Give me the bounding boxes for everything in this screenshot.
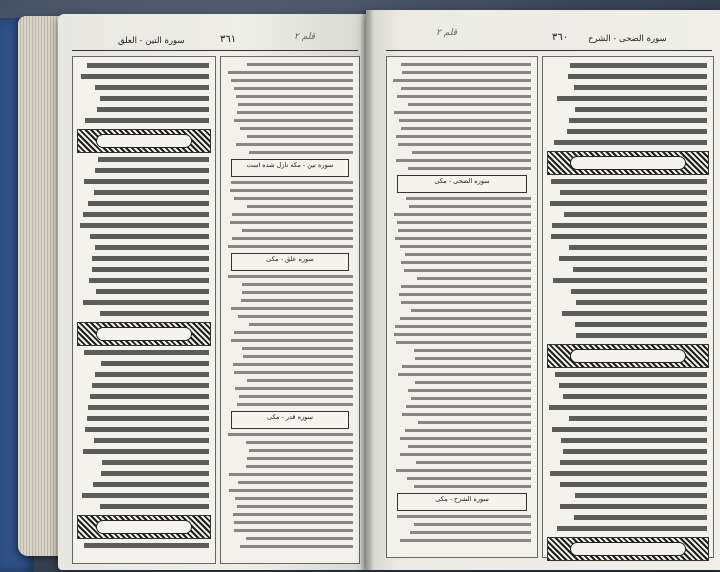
text-line xyxy=(231,339,353,342)
text-line xyxy=(563,449,707,454)
text-line xyxy=(399,293,531,296)
ornamental-banner xyxy=(547,344,709,368)
text-line xyxy=(95,85,209,90)
text-line xyxy=(569,118,707,123)
text-line xyxy=(412,151,531,154)
text-line xyxy=(402,71,531,74)
text-line xyxy=(401,63,531,66)
section-title-text: سوره علق - مکی xyxy=(266,255,314,263)
text-line xyxy=(247,135,353,138)
text-line xyxy=(95,372,209,377)
ornamental-banner xyxy=(77,515,211,539)
right-pencil-note: قلم ۲ xyxy=(436,28,457,38)
text-line xyxy=(396,135,531,138)
text-line xyxy=(100,96,209,101)
text-line xyxy=(92,267,209,272)
section-title-box xyxy=(231,159,349,177)
text-line xyxy=(94,438,209,443)
text-line xyxy=(98,157,209,162)
left-page xyxy=(58,14,368,570)
text-line xyxy=(228,275,353,278)
text-line xyxy=(249,323,353,326)
text-line xyxy=(238,315,353,318)
text-line xyxy=(81,74,209,79)
text-line xyxy=(101,471,209,476)
text-line xyxy=(228,245,353,248)
text-line xyxy=(237,403,353,406)
left-arabic-column xyxy=(72,56,216,564)
text-line xyxy=(396,341,531,344)
text-line xyxy=(416,461,531,464)
text-line xyxy=(95,168,209,173)
text-line xyxy=(240,545,353,548)
text-line xyxy=(396,469,531,472)
left-page-header: سورة التين - العلق xyxy=(118,36,185,46)
text-line xyxy=(405,253,531,256)
text-line xyxy=(97,107,209,112)
text-line xyxy=(229,489,353,492)
text-line xyxy=(401,261,531,264)
text-line xyxy=(236,143,353,146)
text-line xyxy=(550,201,707,206)
text-line xyxy=(559,383,707,388)
text-line xyxy=(235,387,353,390)
left-page-number: ٣٦١ xyxy=(220,34,237,45)
text-line xyxy=(408,389,531,392)
ornamental-banner xyxy=(547,537,709,561)
text-line xyxy=(415,357,531,360)
text-line xyxy=(554,140,707,145)
text-line xyxy=(568,74,707,79)
text-line xyxy=(557,526,707,531)
text-line xyxy=(87,63,209,68)
text-line xyxy=(398,373,531,376)
text-line xyxy=(394,333,531,336)
text-line xyxy=(233,513,353,516)
text-line xyxy=(401,87,531,90)
right-page-number: ٣٦٠ xyxy=(552,32,569,43)
text-line xyxy=(237,111,353,114)
text-line xyxy=(236,95,353,98)
text-line xyxy=(228,71,353,74)
text-line xyxy=(569,416,707,421)
text-line xyxy=(551,179,707,184)
text-line xyxy=(574,85,707,90)
section-title-text: سوره تین - مکه نازل شده است xyxy=(246,161,334,169)
right-translation-column xyxy=(386,56,538,558)
text-line xyxy=(93,482,209,487)
text-line xyxy=(235,497,353,500)
right-arabic-column xyxy=(542,56,714,558)
text-line xyxy=(561,438,707,443)
text-line xyxy=(402,413,531,416)
text-line xyxy=(88,201,209,206)
text-line xyxy=(571,289,707,294)
text-line xyxy=(570,63,707,68)
text-line xyxy=(401,285,531,288)
text-line xyxy=(234,371,353,374)
text-line xyxy=(555,372,707,377)
text-line xyxy=(406,197,531,200)
text-line xyxy=(559,256,707,261)
text-line xyxy=(89,278,209,283)
text-line xyxy=(395,237,531,240)
text-line xyxy=(394,111,531,114)
text-line xyxy=(409,205,531,208)
text-line xyxy=(94,190,209,195)
text-line xyxy=(560,504,707,509)
text-line xyxy=(88,405,209,410)
text-line xyxy=(246,441,353,444)
text-line xyxy=(234,331,353,334)
text-line xyxy=(573,267,707,272)
text-line xyxy=(401,301,531,304)
text-line xyxy=(247,63,353,66)
section-title-text: سوره الشرح - مکی xyxy=(435,495,489,503)
text-line xyxy=(242,283,353,286)
banner-cartouche xyxy=(96,520,191,534)
text-line xyxy=(393,79,531,82)
text-line xyxy=(398,143,531,146)
text-line xyxy=(96,289,209,294)
text-line xyxy=(553,278,707,283)
text-line xyxy=(575,107,707,112)
section-title-box xyxy=(397,493,527,511)
text-line xyxy=(234,87,353,90)
text-line xyxy=(551,234,707,239)
text-line xyxy=(398,229,531,232)
text-line xyxy=(102,460,209,465)
text-line xyxy=(397,221,531,224)
text-line xyxy=(400,437,531,440)
text-line xyxy=(242,229,353,232)
text-line xyxy=(242,291,353,294)
section-title-box xyxy=(397,175,527,193)
section-title-text: سوره الضحی - مکی xyxy=(434,177,490,185)
text-line xyxy=(575,493,707,498)
text-line xyxy=(237,505,353,508)
text-line xyxy=(234,529,353,532)
text-line xyxy=(246,537,353,540)
text-line xyxy=(406,405,531,408)
text-line xyxy=(414,485,531,488)
text-line xyxy=(85,427,209,432)
text-line xyxy=(397,95,531,98)
text-line xyxy=(247,457,353,460)
text-line xyxy=(400,539,531,542)
section-title-text: سوره قدر - مکی xyxy=(267,413,313,421)
text-line xyxy=(417,277,531,280)
right-header-rule xyxy=(386,50,712,51)
banner-cartouche xyxy=(570,156,685,170)
banner-cartouche xyxy=(96,134,191,148)
text-line xyxy=(228,433,353,436)
text-line xyxy=(90,234,209,239)
text-line xyxy=(404,269,531,272)
text-line xyxy=(230,189,353,192)
text-line xyxy=(399,119,531,122)
text-line xyxy=(405,429,531,432)
text-line xyxy=(574,515,707,520)
banner-cartouche xyxy=(570,542,685,556)
text-line xyxy=(418,421,531,424)
text-line xyxy=(83,449,209,454)
text-line xyxy=(84,350,209,355)
text-line xyxy=(400,453,531,456)
text-line xyxy=(563,394,707,399)
text-line xyxy=(414,349,531,352)
text-line xyxy=(92,256,209,261)
text-line xyxy=(552,427,707,432)
text-line xyxy=(85,118,209,123)
text-line xyxy=(395,325,531,328)
text-line xyxy=(233,363,353,366)
text-line xyxy=(408,445,531,448)
text-line xyxy=(567,129,707,134)
text-line xyxy=(247,205,353,208)
text-line xyxy=(576,333,707,338)
text-line xyxy=(242,347,353,350)
text-line xyxy=(84,543,209,548)
section-title-box xyxy=(231,411,349,429)
text-line xyxy=(231,181,353,184)
ornamental-banner xyxy=(77,129,211,153)
text-line xyxy=(552,223,707,228)
text-line xyxy=(564,212,707,217)
text-line xyxy=(95,245,209,250)
text-line xyxy=(408,103,531,106)
section-title-box xyxy=(231,253,349,271)
text-line xyxy=(239,395,353,398)
text-line xyxy=(87,416,209,421)
text-line xyxy=(249,151,353,154)
text-line xyxy=(402,365,531,368)
text-line xyxy=(407,477,531,480)
book-gutter-shadow xyxy=(360,10,374,570)
text-line xyxy=(550,471,707,476)
text-line xyxy=(82,493,209,498)
text-line xyxy=(396,159,531,162)
text-line xyxy=(243,355,353,358)
left-pencil-note: قلم ۲ xyxy=(294,32,315,42)
text-line xyxy=(230,221,353,224)
text-line xyxy=(560,190,707,195)
text-line xyxy=(83,300,209,305)
text-line xyxy=(231,79,353,82)
text-line xyxy=(234,197,353,200)
text-line xyxy=(234,521,353,524)
text-line xyxy=(400,245,531,248)
text-line xyxy=(400,317,531,320)
banner-cartouche xyxy=(570,349,685,363)
left-header-rule xyxy=(72,50,358,51)
text-line xyxy=(394,213,531,216)
text-line xyxy=(241,299,353,302)
text-line xyxy=(411,309,531,312)
text-line xyxy=(232,237,353,240)
text-line xyxy=(92,383,209,388)
text-line xyxy=(90,394,209,399)
left-translation-column xyxy=(220,56,360,564)
text-line xyxy=(557,96,707,101)
text-line xyxy=(238,481,353,484)
right-page-header: سورة الضحى - الشرح xyxy=(588,34,667,44)
text-line xyxy=(234,119,353,122)
text-line xyxy=(247,379,353,382)
banner-cartouche xyxy=(96,327,191,341)
text-line xyxy=(562,311,707,316)
ornamental-banner xyxy=(547,151,709,175)
text-line xyxy=(560,482,707,487)
text-line xyxy=(240,127,353,130)
text-line xyxy=(229,473,353,476)
ornamental-banner xyxy=(77,322,211,346)
text-line xyxy=(549,405,707,410)
text-line xyxy=(83,212,209,217)
text-line xyxy=(397,515,531,518)
text-line xyxy=(408,167,531,170)
text-line xyxy=(575,322,707,327)
text-line xyxy=(246,465,353,468)
text-line xyxy=(411,397,531,400)
text-line xyxy=(576,300,707,305)
text-line xyxy=(415,381,531,384)
text-line xyxy=(414,523,531,526)
text-line xyxy=(249,449,353,452)
text-line xyxy=(100,504,209,509)
text-line xyxy=(410,531,531,534)
text-line xyxy=(232,213,353,216)
text-line xyxy=(238,103,353,106)
right-page xyxy=(366,10,720,570)
text-line xyxy=(80,223,209,228)
text-line xyxy=(569,245,707,250)
text-line xyxy=(101,361,209,366)
text-line xyxy=(231,307,353,310)
text-line xyxy=(560,460,707,465)
text-line xyxy=(401,127,531,130)
text-line xyxy=(100,311,209,316)
text-line xyxy=(84,179,209,184)
